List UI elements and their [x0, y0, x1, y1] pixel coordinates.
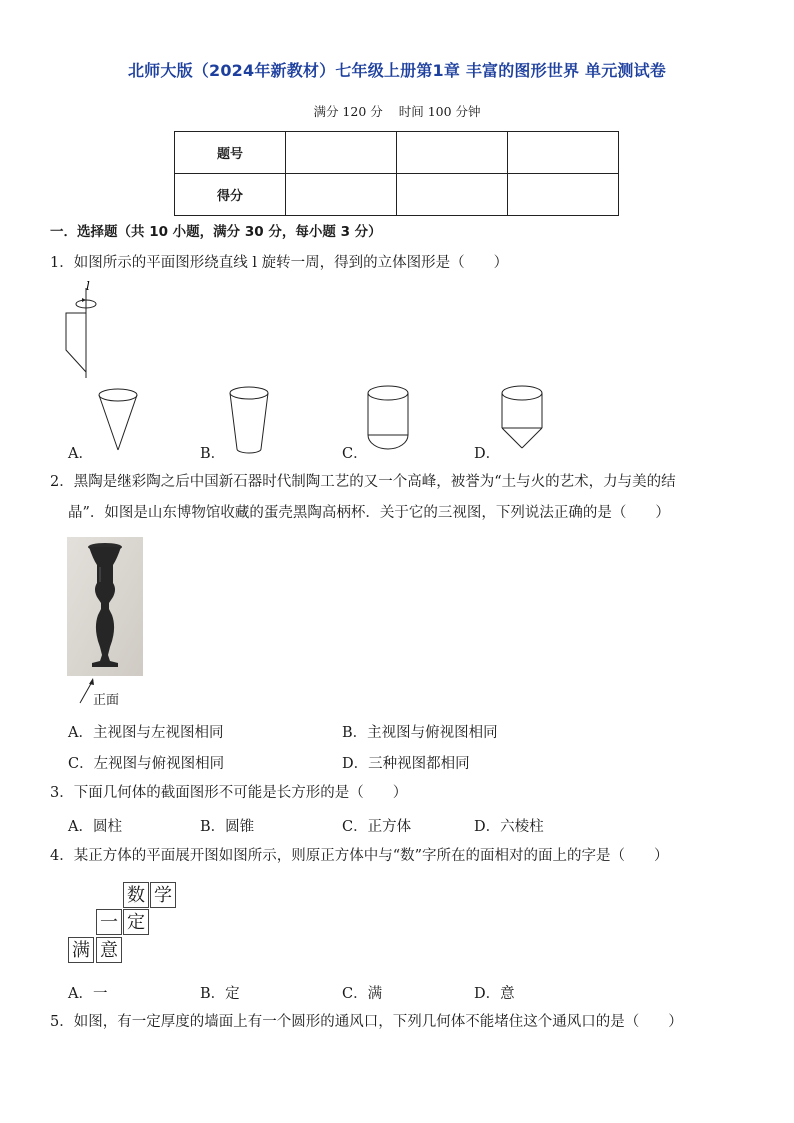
- pottery-cup-drawing: [67, 537, 143, 676]
- question-2-line2: 晶”．如图是山东博物馆收藏的蛋壳黑陶高柄杯．关于它的三视图，下列说法正确的是（ ）: [68, 505, 670, 521]
- q2-option-a[interactable]: A．主视图与左视图相同: [68, 725, 224, 741]
- table-cell[interactable]: [508, 174, 619, 216]
- question-number-label: 题号: [175, 132, 286, 174]
- table-row: [175, 132, 619, 174]
- score-table: [174, 131, 619, 216]
- option-d-figure: [497, 383, 549, 458]
- question-5-text: 5．如图，有一定厚度的墙面上有一个圆形的通风口，下列几何体不能堵住这个通风口的是（ ）: [50, 1014, 683, 1030]
- question-1-text: 1．如图所示的平面图形绕直线 l 旋转一周，得到的立体图形是（ ）: [50, 255, 509, 271]
- table-cell[interactable]: [508, 132, 619, 174]
- q1-plane-figure: [60, 280, 110, 380]
- q1-option-b[interactable]: B．: [200, 446, 226, 462]
- net-face: 学: [150, 882, 176, 908]
- net-face: 意: [96, 937, 122, 963]
- q4-option-a[interactable]: A．一: [68, 986, 108, 1002]
- q2-option-d[interactable]: D．三种视图都相同: [342, 756, 470, 772]
- question-3-text: 3．下面几何体的截面图形不可能是长方形的是（ ）: [50, 785, 408, 801]
- q2-option-b[interactable]: B．主视图与俯视图相同: [342, 725, 498, 741]
- question-4-text: 4．某正方体的平面展开图如图所示，则原正方体中与“数”字所在的面相对的面上的字是（ ）: [50, 848, 669, 864]
- table-cell[interactable]: [397, 132, 508, 174]
- score-label: 得分: [175, 174, 286, 216]
- q4-option-d[interactable]: D．意: [474, 986, 515, 1002]
- q1-option-d[interactable]: D．: [474, 446, 501, 462]
- question-2-line1: 2．黑陶是继彩陶之后中国新石器时代制陶工艺的又一个高峰，被誉为“土与火的艺术，力与美的结: [50, 474, 676, 490]
- table-cell[interactable]: [286, 174, 397, 216]
- table-row: [175, 174, 619, 216]
- q4-option-c[interactable]: C．满: [342, 986, 383, 1002]
- q3-option-d[interactable]: D．六棱柱: [474, 819, 544, 835]
- document-title: 北师大版（2024年新教材）七年级上册第1章 丰富的图形世界 单元测试卷: [127, 61, 666, 80]
- q3-option-c[interactable]: C．正方体: [342, 819, 412, 835]
- q3-option-b[interactable]: B．圆锥: [200, 819, 255, 835]
- net-face: 定: [123, 909, 149, 935]
- table-cell[interactable]: [286, 132, 397, 174]
- black-pottery-cup-photo: [67, 537, 143, 676]
- time-limit: 时间 100 分钟: [398, 104, 481, 119]
- net-face: 数: [123, 882, 149, 908]
- option-b-figure: [225, 383, 275, 458]
- front-view-label: 正面: [93, 693, 120, 708]
- option-c-figure: [363, 383, 415, 458]
- q4-option-b[interactable]: B．定: [200, 986, 240, 1002]
- total-score: 满分 120 分: [313, 104, 383, 119]
- q1-option-a[interactable]: A．: [68, 446, 93, 462]
- net-face: 满: [68, 937, 94, 963]
- net-face: 一: [96, 909, 122, 935]
- option-a-figure: [94, 385, 144, 455]
- q2-option-c[interactable]: C．左视图与俯视图相同: [68, 756, 225, 772]
- table-cell[interactable]: [397, 174, 508, 216]
- q1-option-c[interactable]: C．: [342, 446, 368, 462]
- axis-l-label: l: [86, 280, 90, 293]
- exam-info: [0, 102, 794, 120]
- section-heading: 一．选择题（共 10 小题，满分 30 分，每小题 3 分）: [50, 224, 382, 240]
- q3-option-a[interactable]: A．圆柱: [68, 819, 122, 835]
